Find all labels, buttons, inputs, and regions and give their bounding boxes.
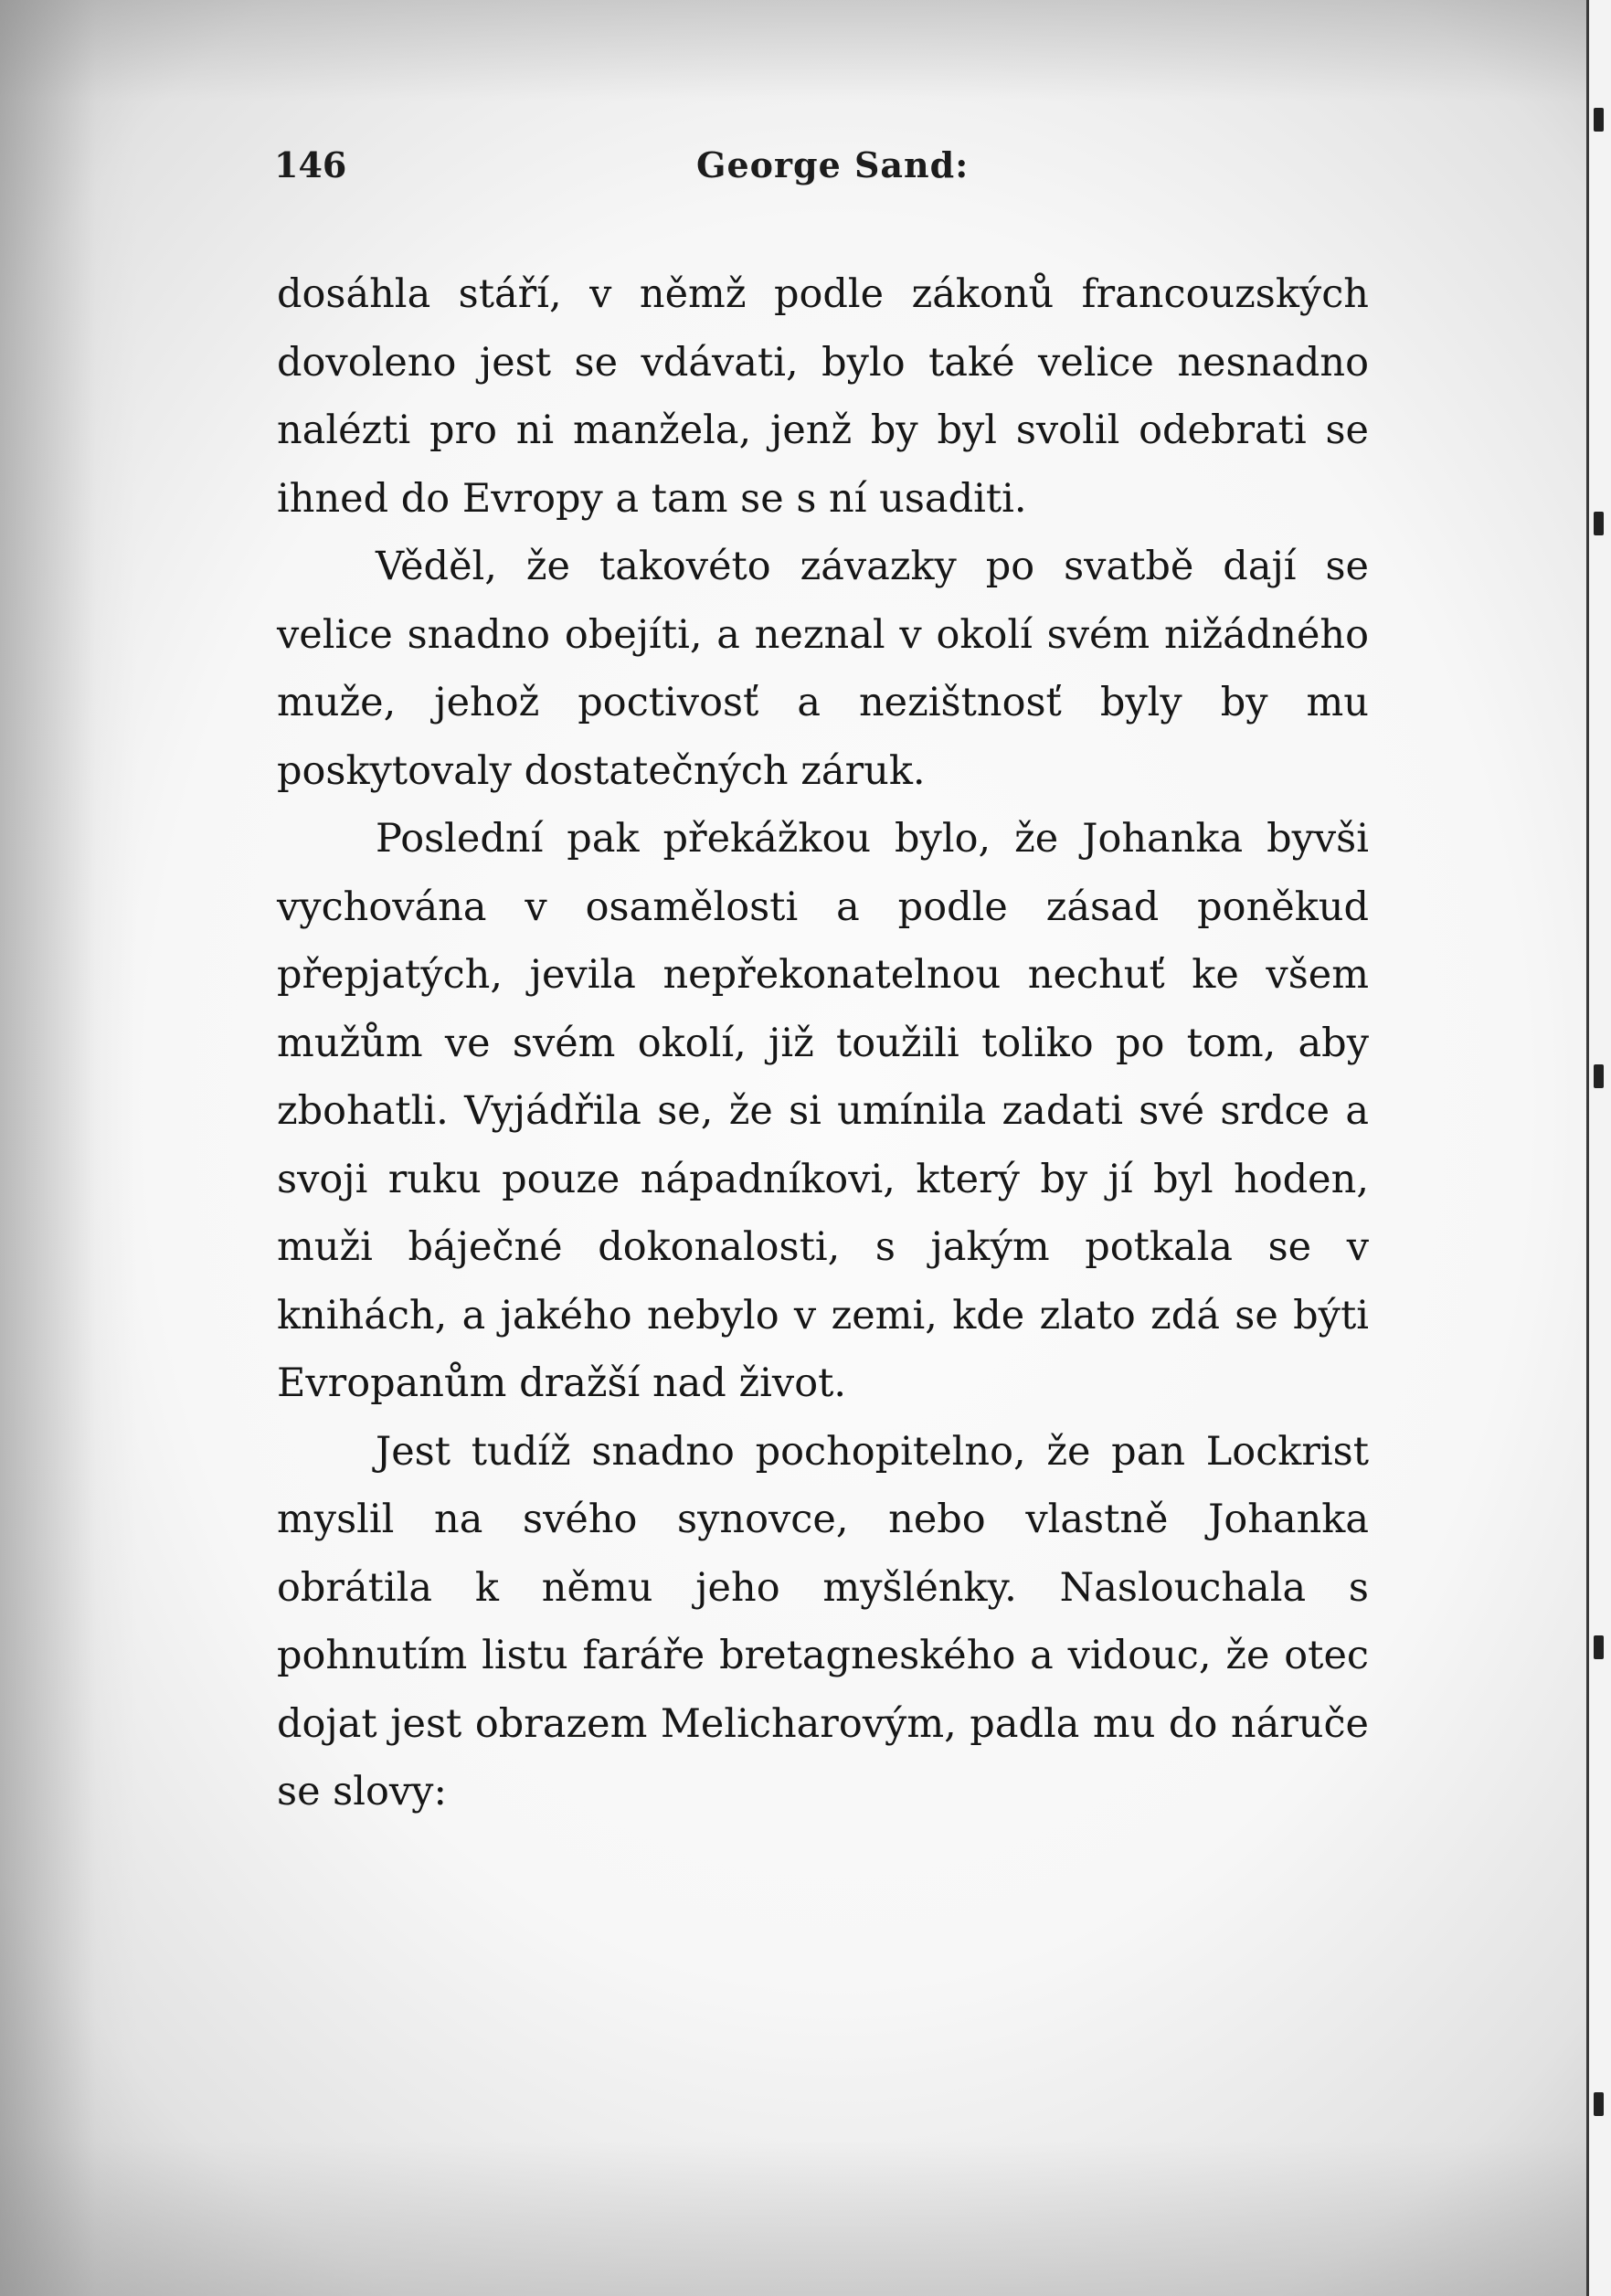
running-head: George Sand: — [696, 144, 970, 185]
text-body — [277, 260, 1369, 1826]
paragraph-4: Jest tudíž snadno pochopitelno, že pan Lockrist myslil na svého synovce, nebo vlastně Johanka obrátila k němu jeho myšlénky. Naslouchala s pohnutím listu faráře bretagneského a vidouc, že otec dojat jest obrazem Melicharovým, padla mu do náruče se slovy: — [277, 1428, 1369, 1815]
paragraph-2: Věděl, že takovéto závazky po svatbě dají se velice snadno obejíti, a neznal v okolí svém nižádného muže, jehož poctivosť a nezištnosť byly by mu poskytovaly dostatečných záruk. — [277, 544, 1369, 794]
binding-mark — [1594, 1635, 1604, 1659]
binding-mark — [1594, 108, 1604, 132]
page-header — [274, 144, 1371, 199]
page-binding-edge — [1586, 0, 1611, 2296]
binding-mark — [1594, 1064, 1604, 1088]
scan-shadow-top — [0, 0, 1611, 101]
paragraph-1: dosáhla stáří, v němž podle zákonů francouzských dovoleno jest se vdávati, bylo také velice nesnadno nalézti pro ni manžela, jenž by byl svolil odebrati se ihned do Evropy a tam se s ní usaditi. — [277, 271, 1369, 522]
binding-mark — [1594, 512, 1604, 535]
page-number: 146 — [274, 144, 347, 185]
binding-mark — [1594, 2092, 1604, 2116]
scan-shadow-bottom — [0, 2141, 1611, 2296]
scan-shadow-left — [0, 0, 137, 2296]
paragraph-3: Poslední pak překážkou bylo, že Johanka byvši vychována v osamělosti a podle zásad poněkud přepjatých, jevila nepřekonatelnou nechuť ke všem mužům ve svém okolí, již toužili toliko po tom, aby zbohatli. Vyjádřila se, že si umínila zadati své srdce a svoji ruku pouze nápadníkovi, který by jí byl hoden, muži báječné dokonalosti, s jakým potkala se v knihách, a jakého nebylo v zemi, kde zlato zdá se býti Evropanům dražší nad život. — [277, 816, 1369, 1406]
